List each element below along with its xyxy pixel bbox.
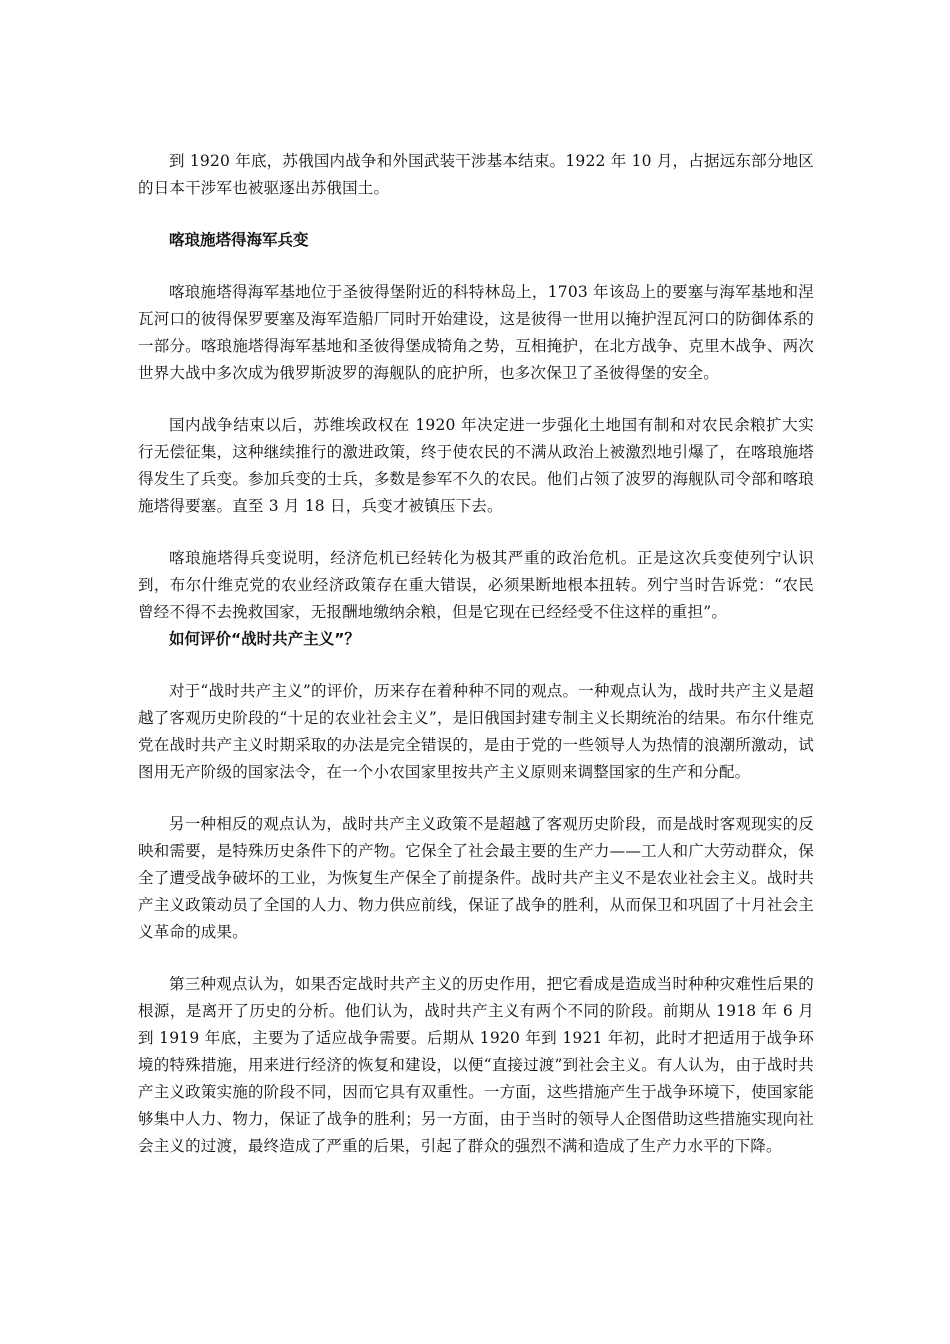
paragraph-third-view: 第三种观点认为，如果否定战时共产主义的历史作用，把它看成是造成当时种种灾难性后果的根源，是离开了历史的分析。他们认为，战时共产主义有两个不同的阶段。前期从 1918 年 6 月到 1919 年底，主要为了适应战争需要。后期从 1920 年到 1921 年初，此时才把适用于战争环境的特殊措施，用来进行经济的恢复和建设，以便“直接过渡”到社会主义。有人认为，由于战时共产主义政策实施的阶段不同，因而它具有双重性。一方面，这些措施产生于战争环境下，使国家能够集中人力、物力，保证了战争的胜利；另一方面，由于当时的领导人企图借助这些措施实现向社会主义的过渡，最终造成了严重的后果，引起了群众的强烈不满和造成了生产力水平的下降。: [138, 975, 814, 1155]
paragraph-first-view: 对于“战时共产主义”的评价，历来存在着种种不同的观点。一种观点认为，战时共产主义是超越了客观历史阶段的“十足的农业社会主义”，是旧俄国封建专制主义长期统治的结果。布尔什维克党在战时共产主义时期采取的办法是完全错误的，是由于党的一些领导人为热情的浪潮所激动，试图用无产阶级的国家法令，在一个小农国家里按共产主义原则来调整国家的生产和分配。: [138, 682, 814, 781]
paragraph-second-view: 另一种相反的观点认为，战时共产主义政策不是超越了客观历史阶段，而是战时客观现实的反映和需要，是特殊历史条件下的产物。它保全了社会最主要的生产力——工人和广大劳动群众，保全了遭受战争破坏的工业，为恢复生产保全了前提条件。战时共产主义不是农业社会主义。战时共产主义政策动员了全国的人力、物力供应前线，保证了战争的胜利，从而保卫和巩固了十月社会主义革命的成果。: [138, 815, 814, 941]
document-body: [138, 148, 814, 1160]
paragraph-mutiny: 国内战争结束以后，苏维埃政权在 1920 年决定进一步强化土地国有制和对农民余粮扩大实行无偿征集，这种继续推行的激进政策，终于使农民的不满从政治上被激烈地引爆了，在喀琅施塔得发生了兵变。参加兵变的士兵，多数是参军不久的农民。他们占领了波罗的海舰队司令部和喀琅施塔得要塞。直至 3 月 18 日，兵变才被镇压下去。: [138, 416, 814, 515]
section-heading-kronstadt: 喀琅施塔得海军兵变: [169, 231, 309, 249]
section-heading-evaluation: 如何评价“战时共产主义”？: [169, 630, 360, 648]
paragraph-mutiny-significance: 喀琅施塔得兵变说明，经济危机已经转化为极其严重的政治危机。正是这次兵变使列宁认识到，布尔什维克党的农业经济政策存在重大错误，必须果断地根本扭转。列宁当时告诉党：“农民曾经不得不去挽救国家，无报酬地缴纳余粮，但是它现在已经经受不住这样的重担”。: [138, 549, 814, 621]
paragraph-end-of-civil-war: 到 1920 年底，苏俄国内战争和外国武装干涉基本结束。1922 年 10 月，占据远东部分地区的日本干涉军也被驱逐出苏俄国土。: [138, 152, 814, 197]
paragraph-kronstadt-base: 喀琅施塔得海军基地位于圣彼得堡附近的科特林岛上，1703 年该岛上的要塞与海军基地和涅瓦河口的彼得保罗要塞及海军造船厂同时开始建设，这是彼得一世用以掩护涅瓦河口的防御体系的一部分。喀琅施塔得海军基地和圣彼得堡成犄角之势，互相掩护，在北方战争、克里木战争、两次世界大战中多次成为俄罗斯波罗的海舰队的庇护所，也多次保卫了圣彼得堡的安全。: [138, 283, 814, 382]
